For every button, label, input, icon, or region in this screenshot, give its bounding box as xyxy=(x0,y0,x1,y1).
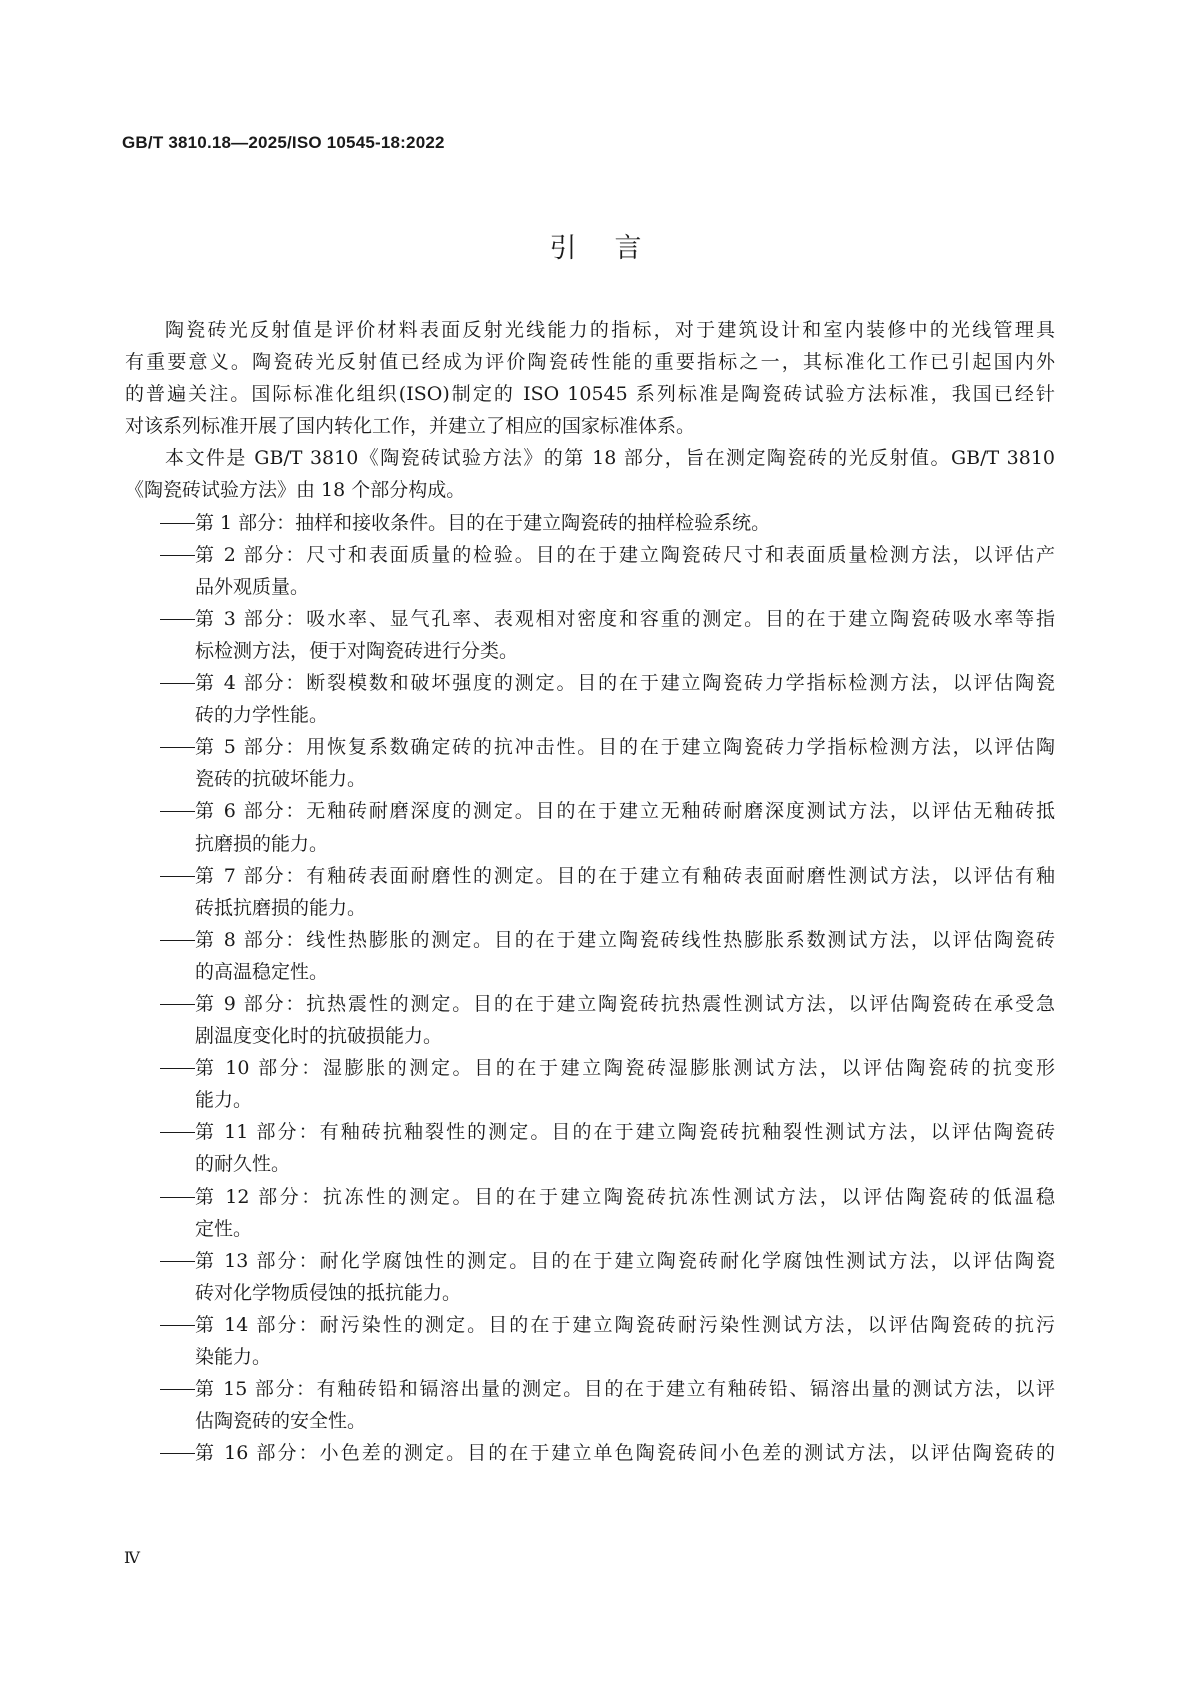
paragraph-line: 的普遍关注。国际标准化组织(ISO)制定的 ISO 10545 系列标准是陶瓷砖试验方法标准，我国已经针 xyxy=(125,383,1055,406)
list-item xyxy=(125,667,1055,731)
list-item-text: 标检测方法，便于对陶瓷砖进行分类。 xyxy=(195,639,519,662)
list-item-text: 第 15 部分：有釉砖铅和镉溶出量的测定。目的在于建立有釉砖铅、镉溶出量的测试方法，以评 xyxy=(195,1378,1055,1401)
list-item xyxy=(125,1373,1055,1437)
list-item-text: 第 1 部分：抽样和接收条件。目的在于建立陶瓷砖的抽样检验系统。 xyxy=(195,511,771,534)
list-item xyxy=(125,988,1055,1052)
standard-number-header: GB/T 3810.18—2025/ISO 10545-18:2022 xyxy=(122,133,445,152)
list-item-line xyxy=(125,1245,1055,1277)
list-item-line xyxy=(125,603,1055,635)
list-item xyxy=(125,860,1055,924)
list-item-text: 砖对化学物质侵蚀的抵抗能力。 xyxy=(195,1281,462,1304)
list-item-line xyxy=(125,828,1055,860)
list-item-line xyxy=(125,1213,1055,1245)
page-number: Ⅳ xyxy=(124,1548,140,1567)
list-item-text: 砖抵抗磨损的能力。 xyxy=(195,896,367,919)
list-item xyxy=(125,507,1055,539)
list-item-line xyxy=(125,731,1055,763)
list-item xyxy=(125,603,1055,667)
list-item-text: 的高温稳定性。 xyxy=(195,960,329,983)
list-item-line xyxy=(125,763,1055,795)
list-item-line xyxy=(125,1181,1055,1213)
list-item-text: 抗磨损的能力。 xyxy=(195,832,329,855)
list-item-text: 估陶瓷砖的安全性。 xyxy=(195,1410,367,1433)
intro-paragraph xyxy=(125,314,1055,442)
list-item-line xyxy=(125,795,1055,827)
list-item-line xyxy=(125,1020,1055,1052)
paragraph-line: 本文件是 GB/T 3810《陶瓷砖试验方法》的第 18 部分，旨在测定陶瓷砖的光反射值。GB/T 3810 xyxy=(165,447,1055,470)
list-item-line xyxy=(125,1116,1055,1148)
list-item-line xyxy=(125,1373,1055,1405)
section-title: 引言 xyxy=(549,233,680,264)
list-item-line xyxy=(125,1309,1055,1341)
list-item-line xyxy=(125,860,1055,892)
list-item-text: 染能力。 xyxy=(195,1346,272,1368)
paragraph-line: 对该系列标准开展了国内转化工作，并建立了相应的国家标准体系。 xyxy=(125,415,696,438)
list-item-line xyxy=(125,892,1055,924)
list-item-text: 第 10 部分：湿膨胀的测定。目的在于建立陶瓷砖湿膨胀测试方法，以评估陶瓷砖的抗变形 xyxy=(195,1057,1055,1080)
list-item-line xyxy=(125,571,1055,603)
list-item-line xyxy=(125,924,1055,956)
list-item-text: 品外观质量。 xyxy=(195,575,310,598)
list-item xyxy=(125,1116,1055,1180)
paragraph-line: 有重要意义。陶瓷砖光反射值已经成为评价陶瓷砖性能的重要指标之一，其标准化工作已引起国内外 xyxy=(125,351,1055,374)
list-item-line xyxy=(125,635,1055,667)
list-item-line xyxy=(125,1084,1055,1116)
list-item-text: 第 6 部分：无釉砖耐磨深度的测定。目的在于建立无釉砖耐磨深度测试方法，以评估无釉砖抵 xyxy=(195,800,1055,823)
list-item xyxy=(125,1245,1055,1309)
list-item-line xyxy=(125,539,1055,571)
paragraph-line: 陶瓷砖光反射值是评价材料表面反射光线能力的指标，对于建筑设计和室内装修中的光线管理具 xyxy=(165,319,1055,341)
list-item-line xyxy=(125,1437,1055,1469)
list-item-text: 第 16 部分：小色差的测定。目的在于建立单色陶瓷砖间小色差的测试方法，以评估陶瓷砖的 xyxy=(195,1442,1055,1465)
list-item-text: 第 11 部分：有釉砖抗釉裂性的测定。目的在于建立陶瓷砖抗釉裂性测试方法，以评估陶瓷砖 xyxy=(195,1121,1055,1144)
intro-paragraph xyxy=(125,442,1055,506)
list-item-text: 的耐久性。 xyxy=(195,1153,291,1176)
list-item-line xyxy=(125,988,1055,1020)
list-item xyxy=(125,539,1055,603)
list-item-text: 第 12 部分：抗冻性的测定。目的在于建立陶瓷砖抗冻性测试方法，以评估陶瓷砖的低温稳 xyxy=(195,1185,1055,1208)
list-item xyxy=(125,1052,1055,1116)
list-item xyxy=(125,1437,1055,1469)
list-item-text: 第 2 部分：尺寸和表面质量的检验。目的在于建立陶瓷砖尺寸和表面质量检测方法，以评估产 xyxy=(195,543,1055,566)
list-item-line xyxy=(125,1405,1055,1437)
list-item xyxy=(125,795,1055,859)
paragraph-line: 《陶瓷砖试验方法》由 18 个部分构成。 xyxy=(125,479,466,502)
list-item-line xyxy=(125,1052,1055,1084)
list-item-text: 第 9 部分：抗热震性的测定。目的在于建立陶瓷砖抗热震性测试方法，以评估陶瓷砖在承受急 xyxy=(195,992,1055,1015)
list-item-line xyxy=(125,667,1055,699)
list-item-text: 第 3 部分：吸水率、显气孔率、表观相对密度和容重的测定。目的在于建立陶瓷砖吸水率等指 xyxy=(195,607,1055,630)
document-body xyxy=(125,314,1055,1469)
list-item-text: 剧温度变化时的抗破损能力。 xyxy=(195,1025,443,1048)
list-item xyxy=(125,1309,1055,1373)
list-item-line xyxy=(125,1148,1055,1180)
list-item-text: 瓷砖的抗破坏能力。 xyxy=(195,768,367,791)
list-item-text: 能力。 xyxy=(195,1089,253,1112)
list-item xyxy=(125,1181,1055,1245)
list-item-line xyxy=(125,507,1055,539)
list-item-text: 定性。 xyxy=(195,1217,253,1240)
list-item-text: 第 14 部分：耐污染性的测定。目的在于建立陶瓷砖耐污染性测试方法，以评估陶瓷砖的抗污 xyxy=(195,1313,1055,1336)
list-item-text: 第 4 部分：断裂模数和破坏强度的测定。目的在于建立陶瓷砖力学指标检测方法，以评估陶瓷 xyxy=(195,672,1055,695)
list-item-line xyxy=(125,699,1055,731)
list-item-line xyxy=(125,1277,1055,1309)
list-item-text: 第 5 部分：用恢复系数确定砖的抗冲击性。目的在于建立陶瓷砖力学指标检测方法，以评估陶 xyxy=(195,736,1055,759)
list-item-line xyxy=(125,956,1055,988)
list-item-text: 第 8 部分：线性热膨胀的测定。目的在于建立陶瓷砖线性热膨胀系数测试方法，以评估陶瓷砖 xyxy=(195,928,1055,951)
list-item-text: 第 13 部分：耐化学腐蚀性的测定。目的在于建立陶瓷砖耐化学腐蚀性测试方法，以评估陶瓷 xyxy=(195,1249,1055,1272)
list-item xyxy=(125,924,1055,988)
list-item xyxy=(125,731,1055,795)
list-item-text: 砖的力学性能。 xyxy=(195,704,329,727)
list-item-line xyxy=(125,1341,1055,1373)
list-item-text: 第 7 部分：有釉砖表面耐磨性的测定。目的在于建立有釉砖表面耐磨性测试方法，以评估有釉 xyxy=(195,864,1055,887)
